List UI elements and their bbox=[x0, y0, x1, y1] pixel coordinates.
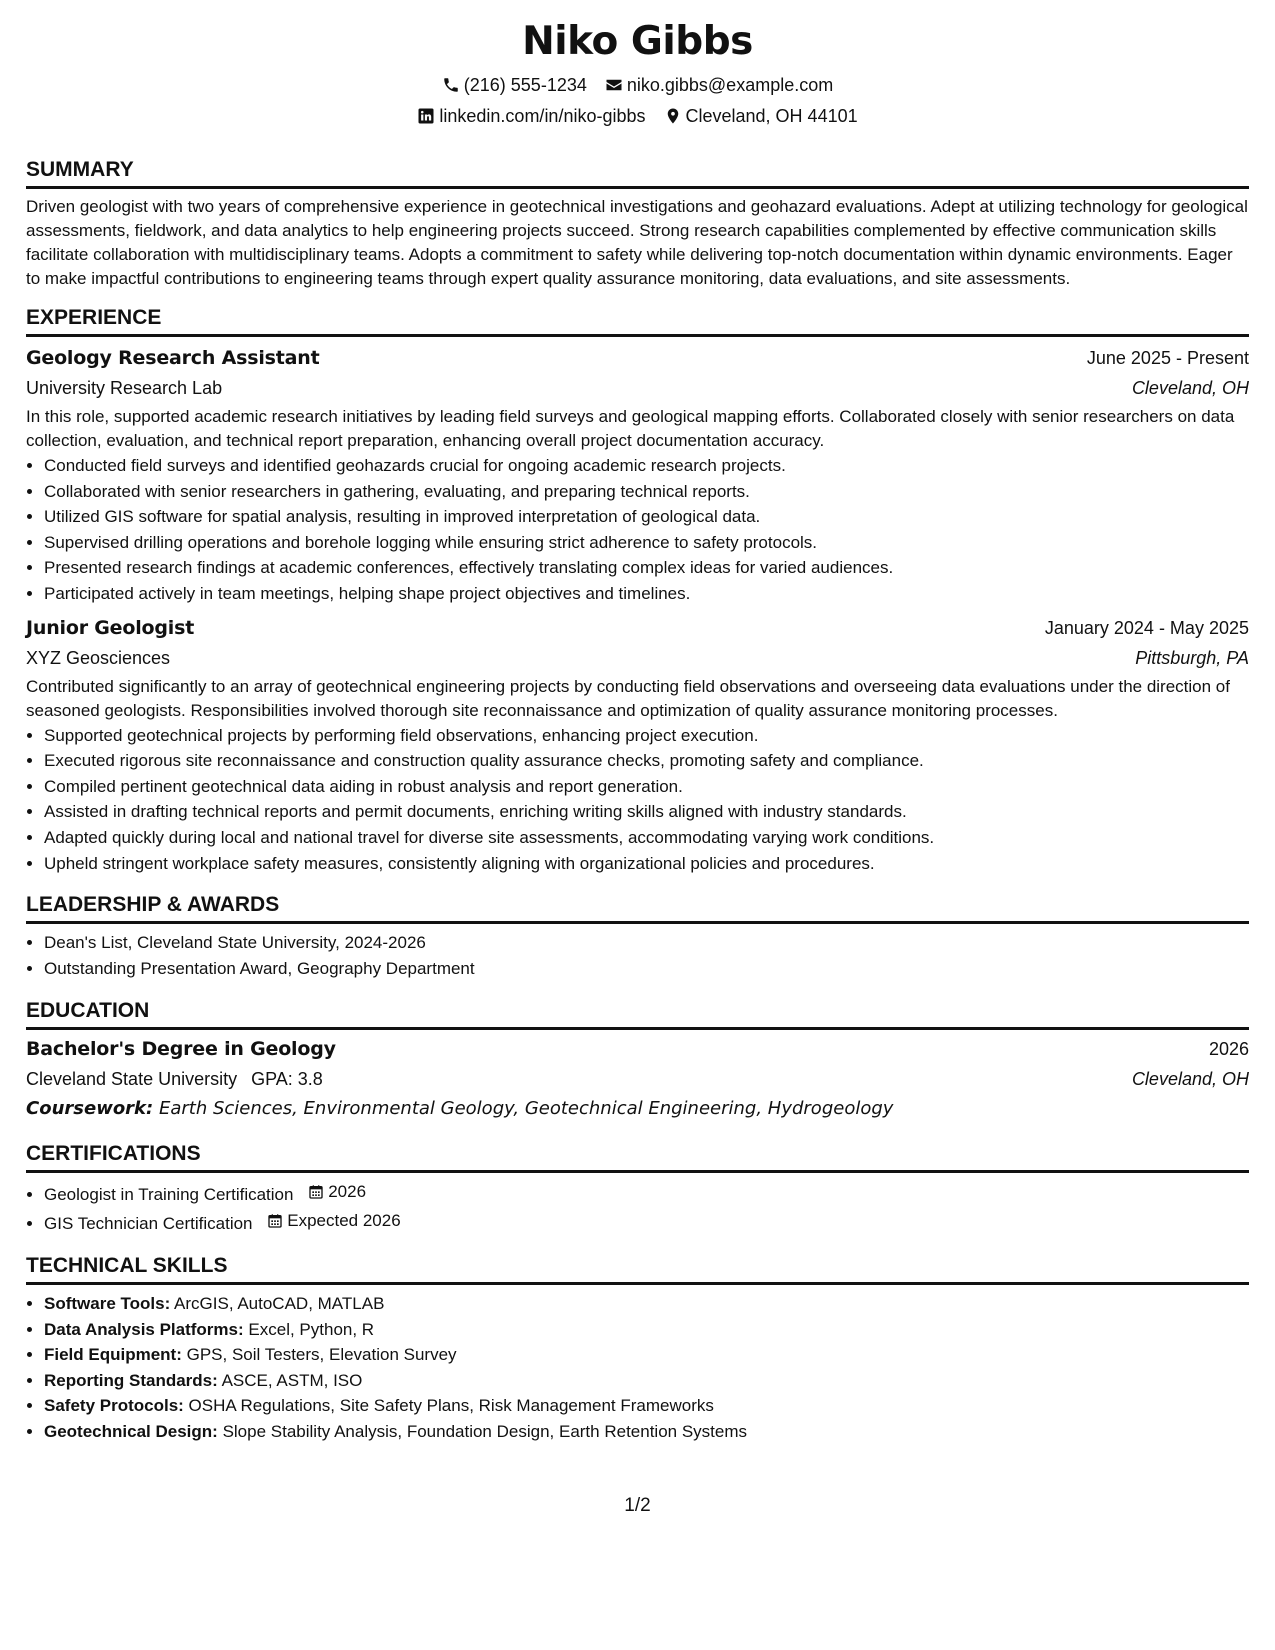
list-item: • Executed rigorous site reconnaissance and construction quality assurance checks, promoting safety and compliance. bbox=[44, 748, 1249, 774]
job-bullets bbox=[26, 723, 1249, 877]
job-description: In this role, supported academic research initiatives by leading field surveys and geological mapping efforts. Collaborated closely with senior researchers on data collection, evaluation, and technical report preparation, enhancing overall project documentation accuracy. bbox=[26, 407, 1235, 450]
coursework bbox=[26, 1094, 1249, 1124]
school-name: Cleveland State University bbox=[26, 1069, 238, 1090]
contact-linkedin[interactable] bbox=[417, 105, 645, 127]
experience-entry bbox=[26, 343, 1249, 607]
job-location: Cleveland, OH bbox=[1131, 378, 1249, 398]
list-item bbox=[44, 1179, 1249, 1207]
skill-value: Excel, Python, R bbox=[248, 1319, 375, 1339]
email-text: niko.gibbs@example.com bbox=[626, 75, 834, 95]
list-item: • Assisted in drafting technical reports and permit documents, enriching writing skills aligned with industry standards. bbox=[44, 799, 1249, 825]
skill-value: Slope Stability Analysis, Foundation Design, Earth Retention Systems bbox=[222, 1422, 748, 1442]
skill-value: GPS, Soil Testers, Elevation Survey bbox=[186, 1345, 457, 1365]
contact-phone[interactable] bbox=[442, 74, 587, 96]
list-item: • Supervised drilling operations and borehole logging while ensuring strict adherence to safety protocols. bbox=[44, 530, 1249, 556]
list-item: • Upheld stringent workplace safety measures, consistently aligning with organizational policies and procedures. bbox=[44, 851, 1249, 877]
candidate-name: Niko Gibbs bbox=[522, 19, 753, 64]
skills-heading: TECHNICAL SKILLS bbox=[26, 1253, 1249, 1285]
skill-label: Data Analysis Platforms: bbox=[44, 1319, 244, 1339]
list-item: • Presented research findings at academic conferences, effectively translating complex ideas for varied audiences. bbox=[44, 555, 1249, 581]
phone-text: (216) 555-1234 bbox=[463, 75, 587, 95]
leadership-heading: LEADERSHIP & AWARDS bbox=[26, 892, 1249, 924]
list-item: • Participated actively in team meetings, helping shape project objectives and timelines. bbox=[44, 581, 1249, 607]
resume-page bbox=[26, 18, 1249, 1445]
job-organization: University Research Lab bbox=[26, 378, 223, 398]
degree-title: Bachelor's Degree in Geology bbox=[26, 1038, 336, 1061]
list-item: • Adapted quickly during local and national travel for diverse site assessments, accommodating varying work conditions. bbox=[44, 825, 1249, 851]
linkedin-icon bbox=[417, 107, 435, 125]
gpa: GPA: 3.8 bbox=[251, 1069, 323, 1090]
linkedin-text: linkedin.com/in/niko-gibbs bbox=[439, 106, 646, 126]
calendar-icon bbox=[267, 1213, 283, 1229]
education-heading: EDUCATION bbox=[26, 998, 1249, 1030]
job-location: Pittsburgh, PA bbox=[1135, 647, 1249, 668]
location-text: Cleveland, OH 44101 bbox=[685, 106, 858, 126]
experience-section bbox=[26, 305, 1249, 876]
list-item bbox=[44, 1291, 1249, 1317]
skills-list bbox=[26, 1291, 1249, 1445]
certifications-section bbox=[26, 1141, 1249, 1236]
skill-value: ASCE, ASTM, ISO bbox=[221, 1370, 363, 1390]
list-item: • Conducted field surveys and identified geohazards crucial for ongoing academic research projects. bbox=[44, 453, 1249, 479]
certification-name: GIS Technician Certification bbox=[44, 1213, 253, 1233]
skill-value: ArcGIS, AutoCAD, MATLAB bbox=[174, 1294, 385, 1314]
job-title: Junior Geologist bbox=[26, 616, 195, 639]
list-item: • Dean's List, Cleveland State University, 2024-2026 bbox=[44, 930, 1249, 956]
list-item bbox=[44, 1419, 1249, 1445]
certification-name: Geologist in Training Certification bbox=[44, 1185, 294, 1205]
contact-row-2 bbox=[26, 105, 1249, 127]
education-entry bbox=[26, 1034, 1249, 1124]
page-number: 1/2 bbox=[624, 1495, 651, 1516]
leadership-section bbox=[26, 892, 1249, 981]
coursework-label: Coursework: bbox=[26, 1098, 154, 1120]
job-dates: January 2024 - May 2025 bbox=[1044, 617, 1249, 638]
summary-section bbox=[26, 157, 1249, 291]
skill-label: Geotechnical Design: bbox=[44, 1422, 218, 1442]
certification-date: Expected 2026 bbox=[287, 1210, 401, 1230]
skill-label: Software Tools: bbox=[44, 1294, 171, 1314]
coursework-list: Earth Sciences, Environmental Geology, Geotechnical Engineering, Hydrogeology bbox=[158, 1098, 894, 1120]
certifications-heading: CERTIFICATIONS bbox=[26, 1141, 1249, 1173]
list-item: • Supported geotechnical projects by performing field observations, enhancing project execution. bbox=[44, 723, 1249, 749]
map-pin-icon bbox=[664, 107, 682, 125]
job-dates: June 2025 - Present bbox=[1086, 348, 1249, 368]
awards-list bbox=[26, 930, 1249, 981]
resume-header bbox=[26, 18, 1249, 127]
list-item bbox=[44, 1317, 1249, 1343]
skill-label: Reporting Standards: bbox=[44, 1370, 218, 1390]
list-item: • Utilized GIS software for spatial analysis, resulting in improved interpretation of geological data. bbox=[44, 504, 1249, 530]
list-item bbox=[44, 1368, 1249, 1394]
contact-row-1 bbox=[26, 74, 1249, 96]
job-title: Geology Research Assistant bbox=[26, 347, 320, 369]
experience-heading: EXPERIENCE bbox=[26, 305, 1249, 337]
list-item: • Collaborated with senior researchers in gathering, evaluating, and preparing technical reports. bbox=[44, 479, 1249, 505]
job-organization: XYZ Geosciences bbox=[26, 647, 171, 668]
summary-text: Driven geologist with two years of comprehensive experience in geotechnical investigations and geohazard evaluations. Adept at utilizing technology for geological assessments, fieldwork, and data analytics to help engineering projects succeed. Strong research capabilities complemented by effective communication skills facilitate collaboration with multidisciplinary teams. Adopts a commitment to safety while delivering top-notch documentation within dynamic environments. Eager to make impactful contributions to engineering teams through expert quality assurance monitoring, data evaluations, and site assessments. bbox=[26, 197, 1248, 288]
school-location: Cleveland, OH bbox=[1131, 1069, 1249, 1090]
certification-date: 2026 bbox=[328, 1182, 367, 1202]
job-bullets bbox=[26, 453, 1249, 607]
phone-icon bbox=[442, 76, 460, 94]
job-description: Contributed significantly to an array of geotechnical engineering projects by conducting field observations and overseeing data evaluations under the direction of seasoned geologists. Responsibilities involved thorough site reconnaissance and optimization of quality assurance monitoring processes. bbox=[26, 676, 1230, 720]
envelope-icon bbox=[605, 76, 623, 94]
list-item bbox=[44, 1208, 1249, 1236]
skill-value: OSHA Regulations, Site Safety Plans, Risk Management Frameworks bbox=[188, 1396, 714, 1416]
list-item bbox=[44, 1393, 1249, 1419]
calendar-icon bbox=[308, 1184, 324, 1200]
summary-heading: SUMMARY bbox=[26, 157, 1249, 189]
certifications-list bbox=[26, 1179, 1249, 1236]
skill-label: Field Equipment: bbox=[44, 1345, 182, 1365]
skill-label: Safety Protocols: bbox=[44, 1396, 184, 1416]
education-section bbox=[26, 998, 1249, 1124]
skills-section bbox=[26, 1253, 1249, 1445]
graduation-year: 2026 bbox=[1208, 1039, 1249, 1060]
contact-email[interactable] bbox=[605, 74, 833, 96]
experience-entry bbox=[26, 613, 1249, 877]
list-item: • Compiled pertinent geotechnical data aiding in robust analysis and report generation. bbox=[44, 774, 1249, 800]
contact-location bbox=[664, 105, 858, 127]
list-item bbox=[44, 1342, 1249, 1368]
list-item: • Outstanding Presentation Award, Geography Department bbox=[44, 956, 1249, 982]
